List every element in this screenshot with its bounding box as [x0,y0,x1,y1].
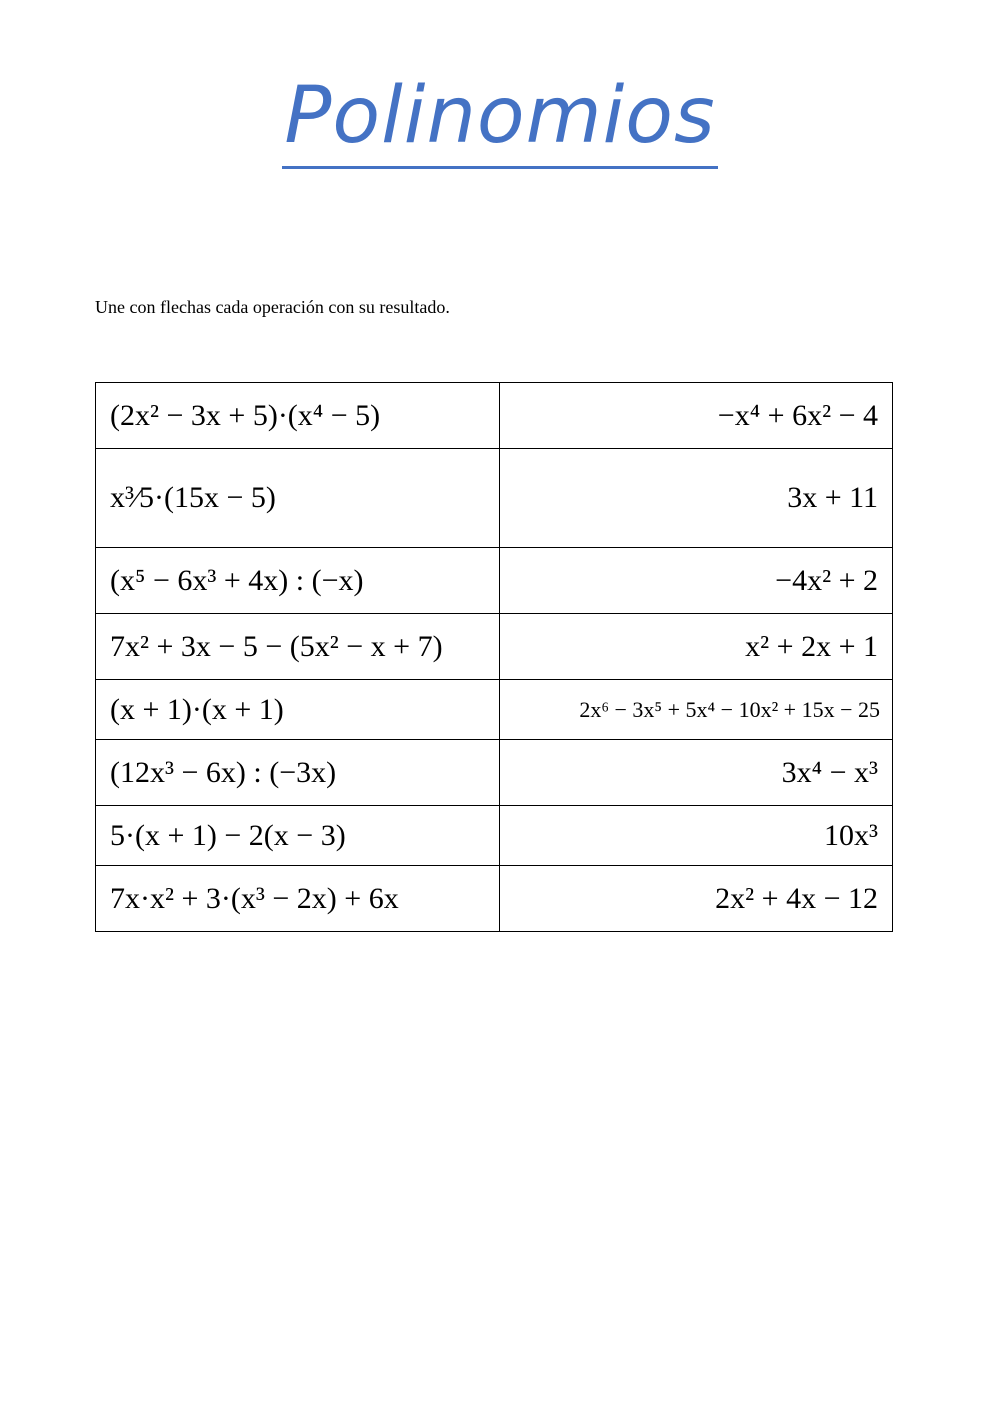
operation-cell: (12x³ − 6x) : (−3x) [96,740,500,806]
title-text: Polinomios [282,70,717,169]
operation-cell: 7x² + 3x − 5 − (5x² − x + 7) [96,614,500,680]
operation-cell: (x + 1)·(x + 1) [96,680,500,740]
result-cell: 2x² + 4x − 12 [500,866,893,932]
table-row [96,614,893,680]
operation-cell: (2x² − 3x + 5)·(x⁴ − 5) [96,383,500,449]
result-cell: 3x + 11 [500,449,893,548]
result-cell: 10x³ [500,806,893,866]
operation-cell: x³⁄5·(15x − 5) [96,449,500,548]
result-cell: −4x² + 2 [500,548,893,614]
matching-table [95,382,893,932]
result-cell: x² + 2x + 1 [500,614,893,680]
result-cell: 3x⁴ − x³ [500,740,893,806]
table-row [96,866,893,932]
operation-cell: (x⁵ − 6x³ + 4x) : (−x) [96,548,500,614]
operation-cell: 7x·x² + 3·(x³ − 2x) + 6x [96,866,500,932]
table-row [96,383,893,449]
result-cell: 2x⁶ − 3x⁵ + 5x⁴ − 10x² + 15x − 25 [500,680,893,740]
table-row [96,806,893,866]
table-row [96,680,893,740]
page-title [0,70,1000,169]
operation-cell: 5·(x + 1) − 2(x − 3) [96,806,500,866]
table-row [96,740,893,806]
result-cell: −x⁴ + 6x² − 4 [500,383,893,449]
table-row [96,449,893,548]
table-row [96,548,893,614]
instruction-text: Une con flechas cada operación con su resultado. [95,297,450,317]
